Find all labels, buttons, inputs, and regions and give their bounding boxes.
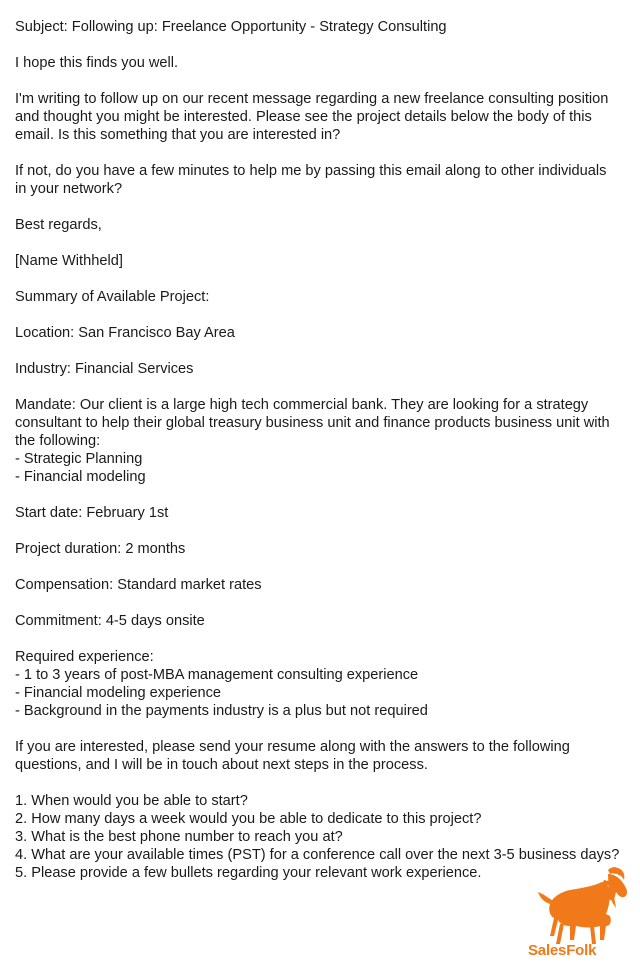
project-start-date: Start date: February 1st — [15, 505, 169, 521]
experience-heading: Required experience: — [15, 649, 154, 665]
list-item: 4. What are your available times (PST) for a conference call over the next 3-5 business days? — [15, 847, 620, 863]
list-item: 3. What is the best phone number to reach you at? — [15, 829, 343, 845]
list-item: 5. Please provide a few bullets regarding your relevant work experience. — [15, 865, 482, 881]
paragraph-line: email. Is this something that you are interested in? — [15, 127, 341, 143]
email-greeting: I hope this finds you well. — [15, 55, 179, 71]
paragraph-line: in your network? — [15, 181, 123, 197]
email-subject: Subject: Following up: Freelance Opportunity - Strategy Consulting — [15, 19, 447, 35]
list-item: - 1 to 3 years of post-MBA management consulting experience — [15, 667, 419, 683]
paragraph-line: Mandate: Our client is a large high tech commercial bank. They are looking for a strategy — [15, 397, 589, 413]
sender-name: [Name Withheld] — [15, 253, 123, 269]
list-item: - Background in the payments industry is a plus but not required — [15, 703, 428, 719]
email-body — [15, 18, 630, 882]
paragraph-intro — [15, 90, 630, 144]
list-item: - Financial modeling experience — [15, 685, 222, 701]
summary-heading: Summary of Available Project: — [15, 289, 210, 305]
paragraph-line: If not, do you have a few minutes to help me by passing this email along to other individuals — [15, 163, 607, 179]
project-mandate — [15, 396, 630, 486]
project-location: Location: San Francisco Bay Area — [15, 325, 235, 341]
project-industry: Industry: Financial Services — [15, 361, 194, 377]
project-duration: Project duration: 2 months — [15, 541, 186, 557]
list-item: 1. When would you be able to start? — [15, 793, 248, 809]
paragraph-line: I'm writing to follow up on our recent message regarding a new freelance consulting position — [15, 91, 609, 107]
required-experience — [15, 648, 630, 720]
paragraph-line: and thought you might be interested. Please see the project details below the body of this — [15, 109, 592, 125]
email-signoff: Best regards, — [15, 217, 102, 233]
paragraph-closing — [15, 738, 630, 774]
project-compensation: Compensation: Standard market rates — [15, 577, 262, 593]
paragraph-line: consultant to help their global treasury business unit and finance products business unit with — [15, 415, 610, 431]
list-item: - Financial modeling — [15, 469, 146, 485]
paragraph-line: questions, and I will be in touch about next steps in the process. — [15, 757, 428, 773]
salesfolk-logo — [524, 864, 634, 964]
project-commitment: Commitment: 4-5 days onsite — [15, 613, 205, 629]
paragraph-referral — [15, 162, 630, 198]
list-item: - Strategic Planning — [15, 451, 143, 467]
paragraph-line: the following: — [15, 433, 101, 449]
paragraph-line: If you are interested, please send your resume along with the answers to the following — [15, 739, 570, 755]
logo-text: SalesFolk — [528, 942, 597, 959]
list-item: 2. How many days a week would you be able to dedicate to this project? — [15, 811, 482, 827]
